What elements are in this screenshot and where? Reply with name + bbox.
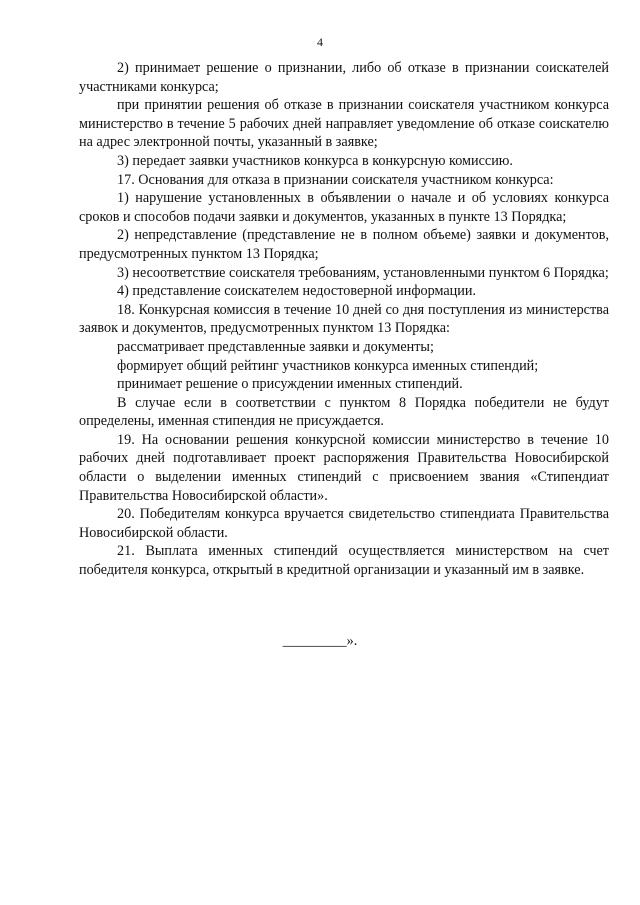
- page-number: 4: [317, 35, 323, 49]
- paragraph: рассматривает представленные заявки и документы;: [117, 338, 434, 355]
- paragraph: 1) нарушение установленных в объявлении о начале и об условиях конкурса сроков и способов подачи заявки и документов, указанных в пункте 13 Порядка;: [79, 190, 609, 225]
- paragraph: 3) передает заявки участников конкурса в конкурсную комиссию.: [117, 152, 513, 169]
- paragraph: 17. Основания для отказа в признании соискателя участником конкурса:: [117, 171, 554, 188]
- paragraph: 4) представление соискателем недостоверной информации.: [117, 283, 477, 300]
- paragraph: формирует общий рейтинг участников конкурса именных стипендий;: [117, 357, 539, 374]
- paragraph: 20. Победителям конкурса вручается свидетельство стипендиата Правительства Новосибирской области.: [79, 506, 609, 541]
- paragraph: 18. Конкурсная комиссия в течение 10 дней со дня поступления из министерства заявок и документов, предусмотренных пунктом 13 Порядка:: [79, 301, 609, 337]
- paragraph: при принятии решения об отказе в признании соискателя участником конкурса министерство в течение 5 рабочих дней направляет уведомление об отказе соискателю на адрес электронной почты, указанный в заявке;: [79, 97, 609, 151]
- document-body: [79, 59, 609, 580]
- paragraph: 2) принимает решение о признании, либо об отказе в признании соискателей участниками конкурса;: [79, 60, 609, 95]
- paragraph: 21. Выплата именных стипендий осуществляется министерством на счет победителя конкурса, открытый в кредитной организации и указанный им в заявке.: [79, 543, 609, 579]
- paragraph: принимает решение о присуждении именных стипендий.: [117, 376, 463, 393]
- paragraph: 3) несоответствие соискателя требованиям, установленными пунктом 6 Порядка;: [117, 264, 609, 281]
- paragraph: 2) непредставление (представление не в полном объеме) заявки и документов, предусмотренных пунктом 13 Порядка;: [79, 227, 609, 262]
- paragraph: В случае если в соответствии с пунктом 8 Порядка победители не будут определены, именная стипендия не присуждается.: [79, 394, 609, 430]
- paragraph: 19. На основании решения конкурсной комиссии министерство в течение 10 рабочих дней подготавливает проект распоряжения Правительства Новосибирской области о выделении именных стипендий с присвоением звания «Стипендиат Правительства Новосибирской области».: [79, 431, 609, 504]
- closing-mark: _________».: [282, 633, 358, 649]
